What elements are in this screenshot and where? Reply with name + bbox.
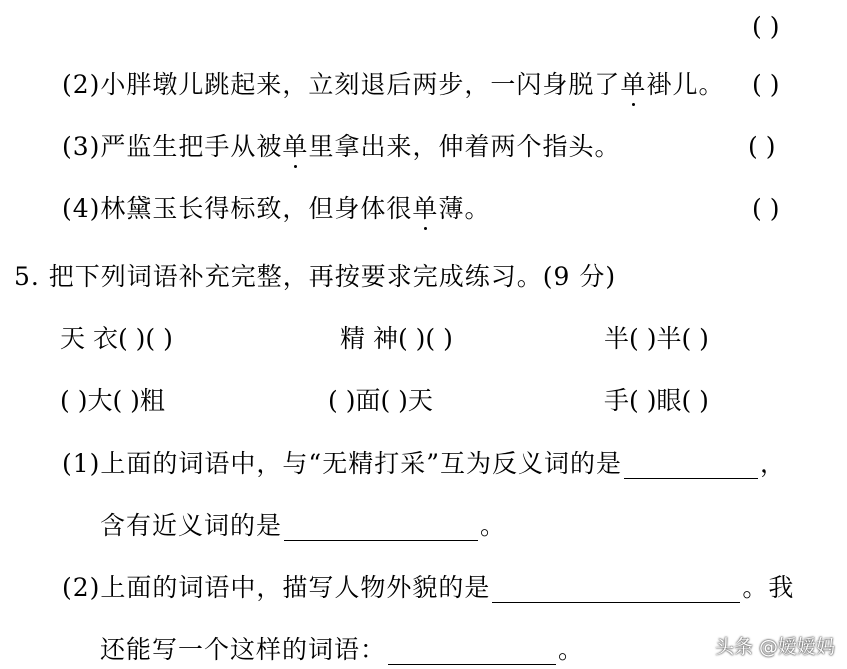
watermark-logo: 头条 @嫒嫒妈 xyxy=(714,636,835,658)
answer-paren-4[interactable]: ( ) xyxy=(752,194,780,223)
q4-item-4 xyxy=(62,194,490,224)
word-fill-5[interactable]: ( )面( )天 xyxy=(328,386,433,415)
q5-sub2-line1 xyxy=(62,573,794,603)
item3-dotted-char: 单 xyxy=(282,132,309,161)
word-fill-2[interactable]: 精 神( )( ) xyxy=(340,324,453,353)
answer-paren-1[interactable]: ( ) xyxy=(752,12,780,41)
item2-dotted-char: 单 xyxy=(620,70,647,99)
item3-text-post: 里拿出来，伸着两个指头。 xyxy=(308,132,621,161)
item4-text-pre: (4)林黛玉长得标致，但身体很 xyxy=(62,194,413,223)
word-fill-1[interactable]: 天 衣( )( ) xyxy=(60,324,173,353)
sub2-prompt: (2)上面的词语中，描写人物外貌的是 xyxy=(62,573,491,602)
word-fill-6[interactable]: 手( )眼( ) xyxy=(604,386,709,415)
sub1-period: 。 xyxy=(480,511,507,540)
item2-text-pre: (2)小胖墩儿跳起来，立刻退后两步，一闪身脱了 xyxy=(62,70,621,99)
item4-dotted-char: 单 xyxy=(412,194,439,223)
q4-item-2 xyxy=(62,70,724,100)
sub2-end: 。我 xyxy=(742,573,795,602)
q5-sub1-line1 xyxy=(62,449,786,479)
q5-title: 5. 把下列词语补充完整，再按要求完成练习。(9 分) xyxy=(14,262,617,291)
answer-paren-3[interactable]: ( ) xyxy=(748,132,776,161)
sub1-prompt-2: 含有近义词的是 xyxy=(100,511,283,540)
sub2-period: 。 xyxy=(558,635,585,664)
word-fill-3[interactable]: 半( )半( ) xyxy=(604,324,709,353)
item4-text-post: 薄。 xyxy=(438,194,491,223)
sub1-prompt: (1)上面的词语中，与“无精打采”互为反义词的是 xyxy=(62,449,622,478)
q5-sub1-line2 xyxy=(100,511,506,541)
item2-text-post: 褂儿。 xyxy=(646,70,725,99)
word-fill-4[interactable]: ( )大( )粗 xyxy=(60,386,165,415)
answer-blank-extra-word[interactable] xyxy=(388,638,556,665)
answer-blank-appearance[interactable] xyxy=(492,576,740,603)
item3-text-pre: (3)严监生把手从被 xyxy=(62,132,283,161)
q5-sub2-line2 xyxy=(100,635,584,665)
sub2-prompt-2: 还能写一个这样的词语： xyxy=(100,635,387,664)
answer-blank-synonym[interactable] xyxy=(284,514,478,541)
answer-blank-antonym[interactable] xyxy=(624,452,758,479)
q4-item-3 xyxy=(62,132,620,162)
answer-paren-2[interactable]: ( ) xyxy=(752,70,780,99)
sub1-comma: ， xyxy=(759,449,786,478)
